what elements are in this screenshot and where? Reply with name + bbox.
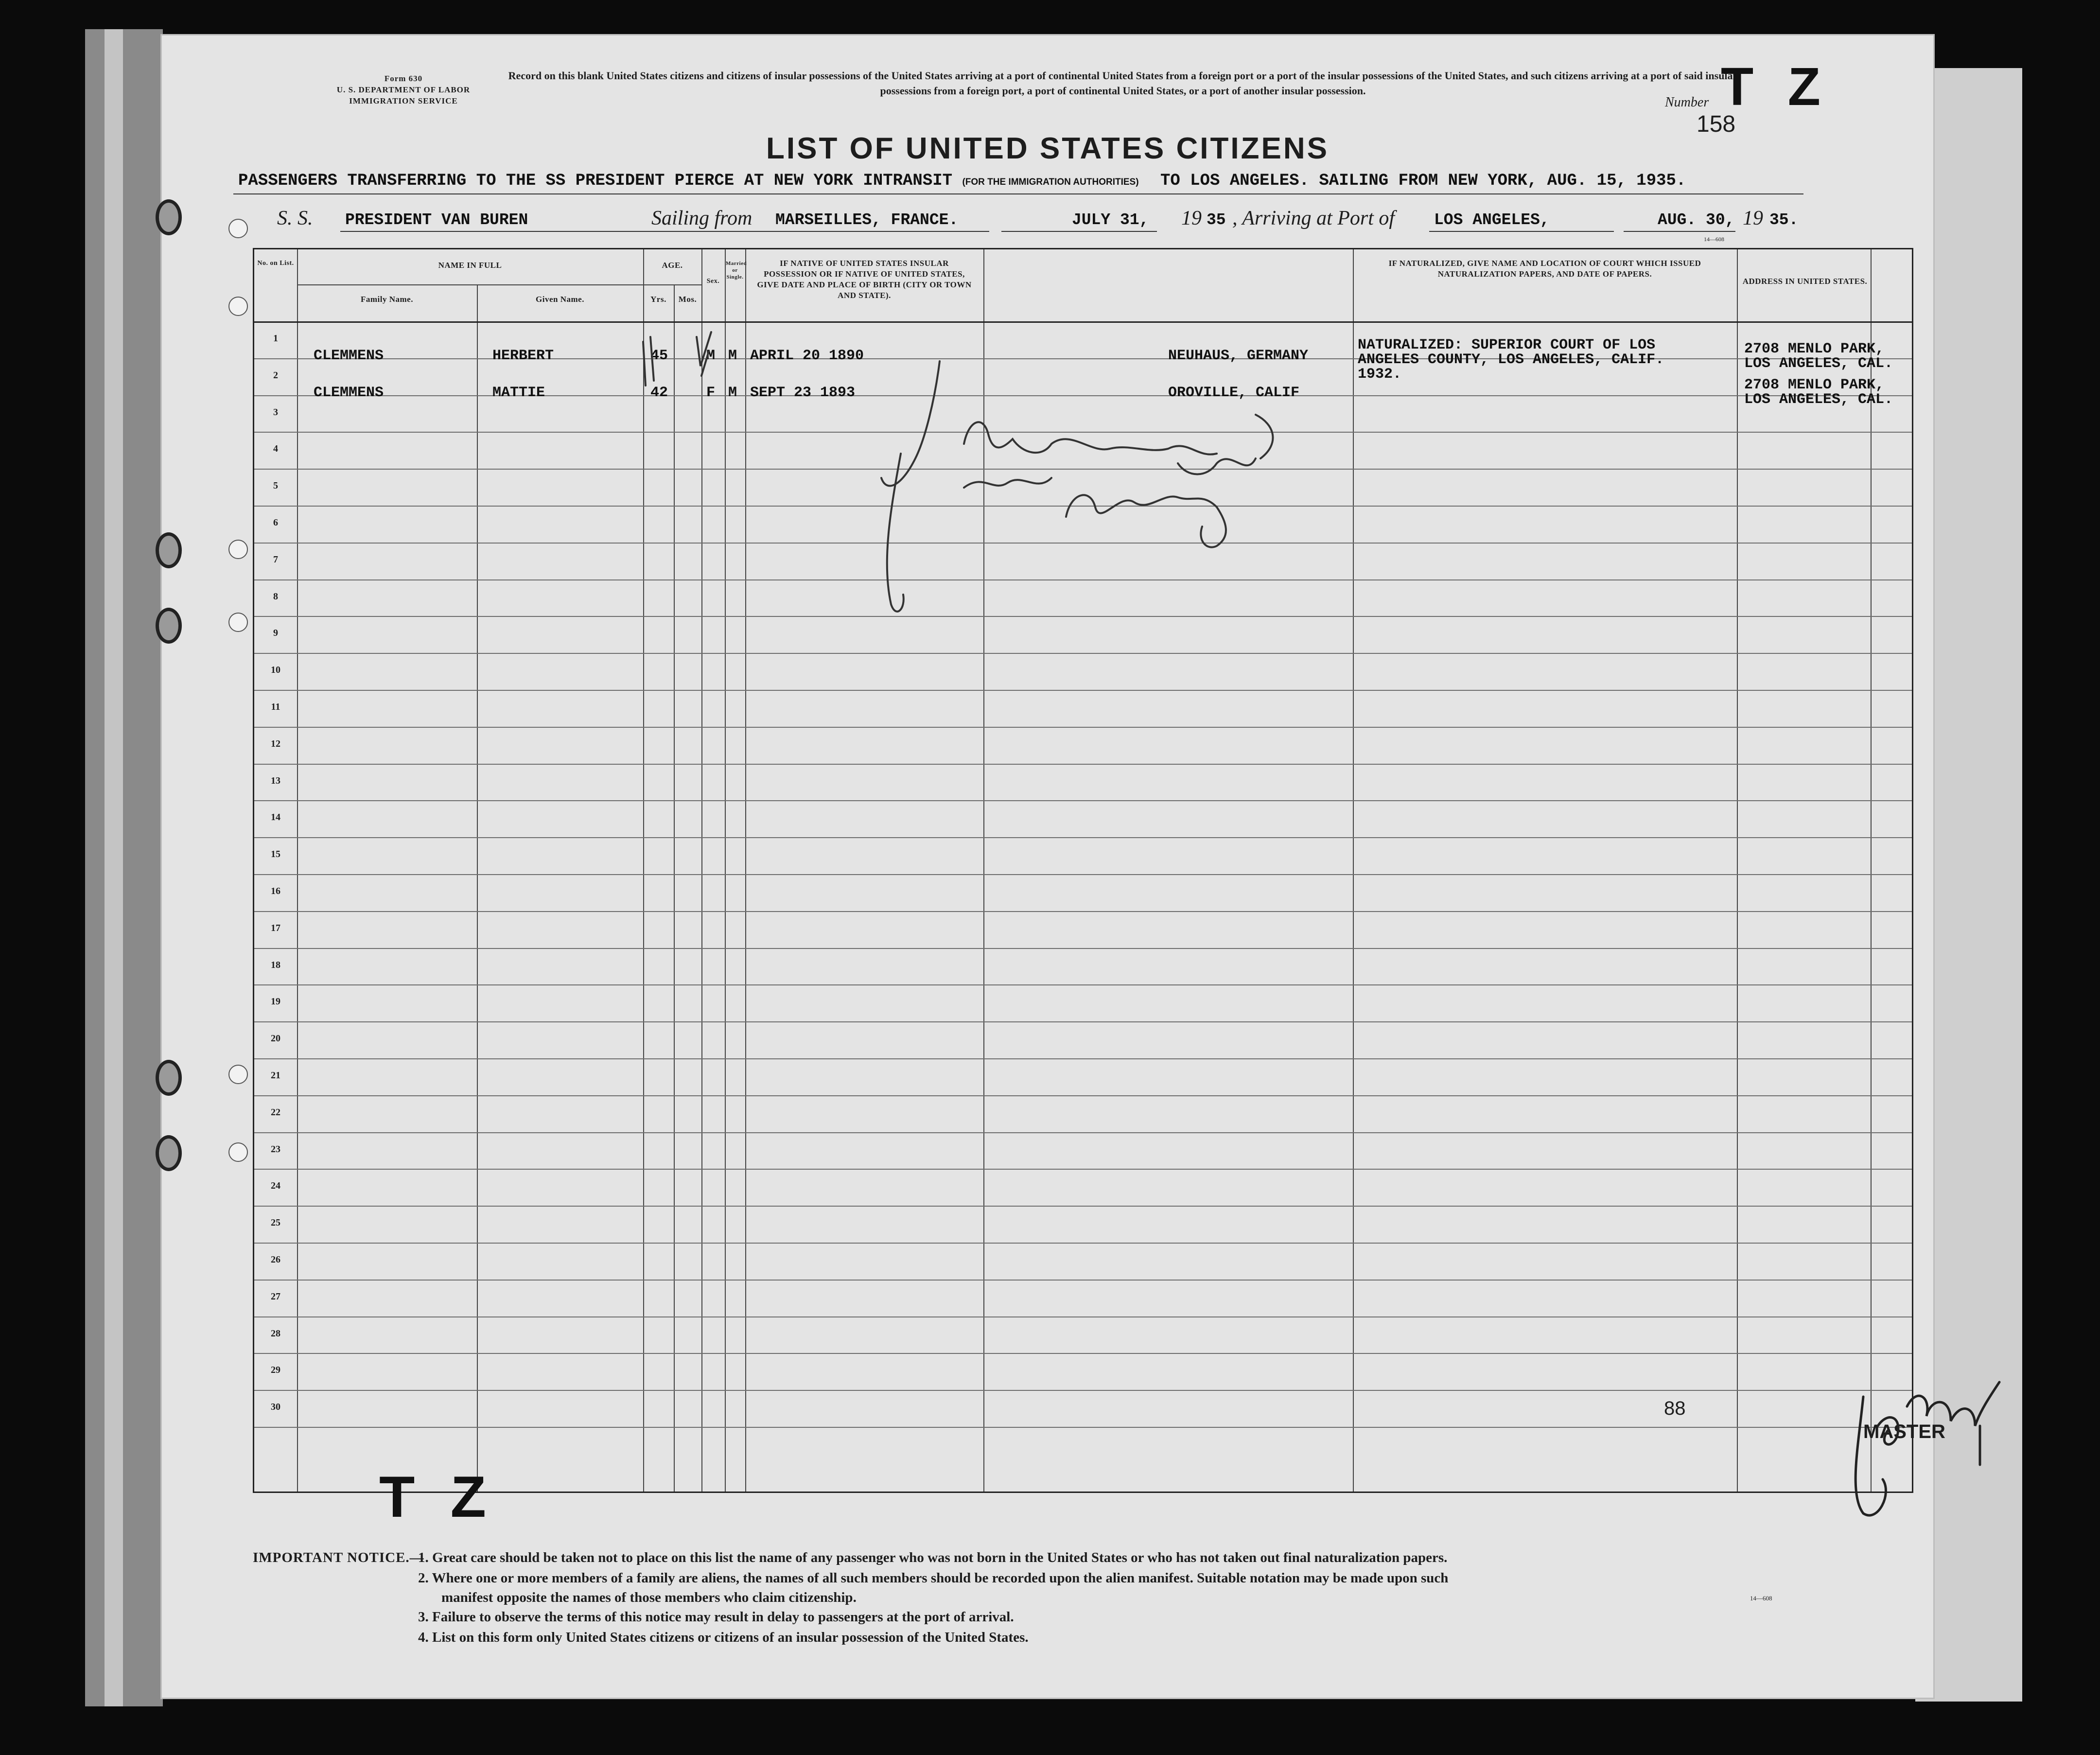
arrival-date: AUG. 30, (1658, 211, 1735, 229)
col-name-in-full: NAME IN FULL (438, 261, 502, 270)
col-line (1871, 249, 1872, 1492)
row-line (254, 874, 1912, 875)
master-signature (1834, 1368, 2009, 1528)
row-number: 8 (273, 591, 278, 602)
col-no: No. on List. (257, 260, 294, 267)
row-number: 28 (271, 1328, 280, 1339)
row-number: 23 (271, 1143, 280, 1155)
notice-item-3: 3. Failure to observe the terms of this notice may result in delay to passengers at the port of arrival. (418, 1609, 1014, 1625)
notice-item-2: 2. Where one or more members of a family are aliens, the names of all such members should be recorded upon the alien manifest. Suitable notation may be made upon such (418, 1570, 1449, 1586)
row-line (254, 1280, 1912, 1281)
handwritten-inspector-signature (779, 332, 1363, 643)
row-number: 9 (273, 628, 278, 639)
col-mos: Mos. (678, 295, 697, 304)
row-line (254, 690, 1912, 691)
handwritten-tz-bottom: T Z (379, 1464, 496, 1529)
row-number: 1 (273, 333, 278, 344)
binding-ring (156, 1060, 182, 1096)
binding-ring (156, 199, 182, 235)
row2-yrs: 42 (650, 385, 668, 401)
row-line (254, 1021, 1912, 1022)
transfer-text: PASSENGERS TRANSFERRING TO THE SS PRESIDENT PIERCE AT NEW YORK INTRANSIT (238, 172, 953, 190)
punch-hole (228, 297, 248, 316)
sail-year: 35 (1207, 211, 1226, 229)
manifest-sheet (160, 34, 1945, 1699)
row-number: 27 (271, 1291, 280, 1302)
form-number: Form 630 (384, 74, 423, 83)
arrival-date-underline (1624, 231, 1735, 232)
col-family: Family Name. (361, 295, 413, 304)
header-bottom-line (254, 321, 1912, 323)
sail-date-underline (1001, 231, 1157, 232)
binding-ring (156, 532, 182, 568)
row-number: 24 (271, 1180, 280, 1192)
col-line (297, 249, 298, 1492)
col-line (477, 284, 478, 1492)
col-naturalized: IF NATURALIZED, GIVE NAME AND LOCATION OF COURT WHICH ISSUED NATURALIZATION PAPERS, AND DATE OF PAPERS. (1388, 259, 1701, 279)
row-number: 3 (273, 406, 278, 418)
arrival-port: LOS ANGELES, (1434, 211, 1550, 229)
stamp-number: 88 (1664, 1398, 1686, 1419)
row-number: 2 (273, 369, 278, 381)
row-line (254, 1095, 1912, 1096)
notice-label: IMPORTANT NOTICE.— (253, 1550, 424, 1565)
sail-date: JULY 31, (1072, 211, 1149, 229)
list-number: 158 (1697, 111, 1736, 137)
arrival-year: 35. (1769, 211, 1799, 229)
col-line (745, 249, 746, 1492)
row-number: 13 (271, 775, 280, 786)
row2-married: M (728, 385, 737, 401)
handwritten-tz-top: T Z (1721, 57, 1830, 117)
row1-yrs: 45 (650, 348, 668, 364)
row-number: 10 (271, 665, 280, 676)
row-number: 14 (271, 812, 280, 823)
row1-birth-date: APRIL 20 1890 (750, 348, 864, 364)
record-instructions: Record on this blank United States citizens and citizens of insular possessions of the United States arriving at a port of continental United States from a foreign port or a port of the insular possessions of the United States, and such citizens arriving at a port of said insular possessions from a foreign port, a port of continental United States, or a port of another insular possession. (508, 70, 1738, 97)
service: IMMIGRATION SERVICE (349, 96, 458, 105)
binding-ring (156, 1135, 182, 1171)
row-number: 22 (271, 1106, 280, 1118)
row-line (254, 653, 1912, 654)
binding-ring (156, 608, 182, 644)
col-address: ADDRESS IN UNITED STATES. (1742, 277, 1868, 286)
row-line (254, 1427, 1912, 1428)
row-line (254, 1316, 1912, 1317)
row2-sex: F (706, 385, 716, 401)
sailing-from: MARSEILLES, FRANCE. (775, 211, 959, 229)
row-number: 30 (271, 1402, 280, 1413)
row-line (254, 948, 1912, 949)
row-number: 11 (271, 702, 280, 712)
col-age: AGE. (662, 261, 683, 270)
row-line (254, 764, 1912, 765)
row-number: 5 (273, 480, 278, 491)
arrival-port-underline (1429, 231, 1614, 232)
row2-address-2: LOS ANGELES, CAL. (1744, 391, 1893, 408)
sailing-from-underline (770, 231, 989, 232)
row-number: 7 (273, 554, 278, 565)
page-title: LIST OF UNITED STATES CITIZENS (766, 132, 1329, 165)
notice-item-2-cont: manifest opposite the names of those members who claim citizenship. (441, 1590, 857, 1605)
row2-given: MATTIE (492, 385, 545, 401)
row-line (254, 1353, 1912, 1354)
row-number: 26 (271, 1254, 280, 1265)
row1-birth-place: NEUHAUS, GERMANY (1168, 348, 1309, 364)
row1-sex: M (706, 348, 716, 364)
row-line (254, 911, 1912, 912)
passenger-table (253, 248, 1945, 1493)
punch-hole (228, 219, 248, 238)
arriving-label: , Arriving at Port of (1232, 207, 1395, 229)
row-line (254, 837, 1912, 838)
col-birth: IF NATIVE OF UNITED STATES INSULAR POSSESSION OR IF NATIVE OF UNITED STATES, GIVE DATE AND PLACE OF BIRTH (CITY OR TOWN AND STATE). (757, 259, 972, 300)
transfer-destination: TO LOS ANGELES. SAILING FROM NEW YORK, AUG. 15, 1935. (1160, 172, 1686, 190)
punch-hole (228, 540, 248, 559)
punch-hole (228, 1142, 248, 1162)
col-married: Married or Single. (726, 261, 747, 280)
row1-naturalized-3: 1932. (1358, 366, 1402, 383)
row1-family: CLEMMENS (314, 348, 384, 364)
row-number: 29 (271, 1365, 280, 1376)
sailing-from-label: Sailing from (651, 207, 752, 229)
master-stamp: MASTER (1863, 1421, 1945, 1442)
department: U. S. DEPARTMENT OF LABOR (336, 85, 471, 94)
handwritten-checkmarks (624, 322, 740, 400)
row1-address-1: 2708 MENLO PARK, (1744, 341, 1885, 357)
ship-underline (340, 231, 792, 232)
row-number: 15 (271, 849, 280, 860)
row1-naturalized-1: NATURALIZED: SUPERIOR COURT OF LOS (1358, 337, 1656, 353)
row-line (254, 1390, 1912, 1391)
arrival-year-prefix: 19 (1743, 207, 1763, 229)
row-line (254, 800, 1912, 801)
back-sheet-left (85, 29, 163, 1706)
row-number: 19 (271, 996, 280, 1007)
transfer-underline (233, 193, 1803, 194)
punch-hole (228, 1065, 248, 1084)
row-number: 18 (271, 959, 280, 970)
transfer-line (238, 172, 1686, 190)
transfer-authorities: (FOR THE IMMIGRATION AUTHORITIES) (962, 177, 1139, 187)
row-line (254, 1058, 1912, 1059)
row-number: 6 (273, 517, 278, 528)
row-line (254, 1206, 1912, 1207)
row1-address-2: LOS ANGELES, CAL. (1744, 355, 1893, 372)
notice-code: 14—608 (1750, 1595, 1772, 1602)
col-line (701, 249, 702, 1492)
row1-married: M (728, 348, 737, 364)
row1-naturalized-2: ANGELES COUNTY, LOS ANGELES, CALIF. (1358, 351, 1664, 368)
row2-address-1: 2708 MENLO PARK, (1744, 377, 1885, 393)
row-line (254, 727, 1912, 728)
header-subline (297, 284, 701, 285)
number-label: Number (1665, 95, 1709, 110)
col-sex: Sex. (706, 278, 720, 285)
row-line (254, 1132, 1912, 1133)
col-given: Given Name. (536, 295, 584, 304)
row-line (254, 1243, 1912, 1244)
col-line (1737, 249, 1738, 1492)
row-number: 4 (273, 443, 278, 455)
row2-birth-place: OROVILLE, CALIF (1168, 385, 1300, 401)
col-yrs: Yrs. (650, 295, 666, 304)
notice-item-4: 4. List on this form only United States citizens or citizens of an insular possession of the United States. (418, 1630, 1029, 1645)
row-number: 20 (271, 1033, 280, 1044)
row-line (254, 984, 1912, 985)
row-number: 17 (271, 922, 280, 933)
binding-strip (105, 29, 123, 1706)
row-number: 21 (271, 1070, 280, 1081)
col-line (643, 249, 644, 1492)
ss-label: S. S. (277, 207, 313, 229)
row-number: 25 (271, 1217, 280, 1228)
notice-item-1: 1. Great care should be taken not to place on this list the name of any passenger who was not born in the United States or who has not taken out final naturalization papers. (418, 1550, 1448, 1565)
sail-year-prefix: 19 (1181, 207, 1202, 229)
col-line (725, 249, 726, 1492)
row-line (254, 1169, 1912, 1170)
punch-hole (228, 613, 248, 632)
row-number: 16 (271, 886, 280, 896)
row1-given: HERBERT (492, 348, 554, 364)
row2-birth-date: SEPT 23 1893 (750, 385, 856, 401)
row-number: 12 (271, 738, 280, 749)
row2-family: CLEMMENS (314, 385, 384, 401)
small-code-top: 14—608 (1704, 236, 1724, 243)
col-line (674, 284, 675, 1492)
ship-name: PRESIDENT VAN BUREN (345, 211, 528, 229)
